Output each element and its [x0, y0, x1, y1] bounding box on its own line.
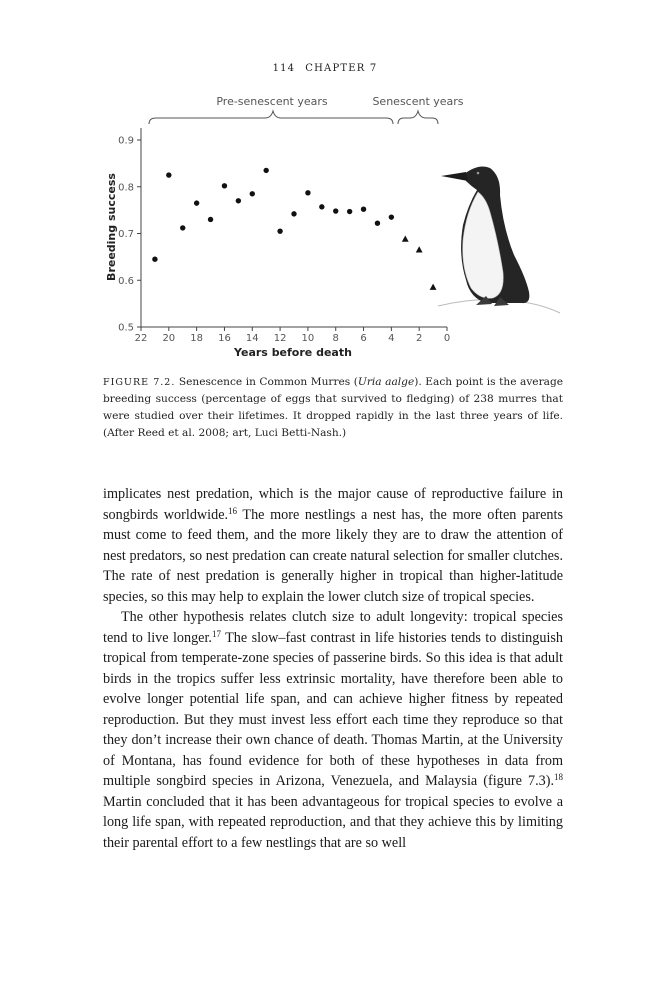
x-tick-label: 16: [218, 333, 231, 344]
data-point-circle: [347, 209, 352, 214]
data-point-circle: [222, 183, 227, 188]
y-axis-ticks: [118, 136, 141, 334]
data-point-circle: [375, 221, 380, 226]
y-axis-label: Breeding success: [105, 173, 118, 281]
pre-senescent-bracket: [149, 111, 393, 124]
data-point-circle: [208, 217, 213, 222]
x-tick-label: 0: [443, 333, 451, 344]
murre-bill: [441, 172, 468, 181]
data-point-circle: [361, 206, 366, 211]
data-points: [152, 168, 436, 290]
senescent-bracket: [398, 111, 438, 124]
x-tick-label: 2: [415, 333, 423, 344]
pre-senescent-label: Pre-senescent years: [216, 95, 328, 108]
footnote-ref-17[interactable]: 17: [211, 628, 221, 639]
paragraph-2: [103, 607, 563, 853]
data-point-triangle: [402, 236, 409, 242]
chapter-label: CHAPTER 7: [305, 63, 378, 74]
x-tick-label: 22: [134, 333, 148, 344]
x-tick-label: 18: [190, 333, 204, 344]
data-point-circle: [180, 225, 185, 230]
x-tick-label: 14: [245, 333, 259, 344]
caption-species-name: Uria aalge: [357, 376, 415, 388]
data-point-circle: [333, 208, 338, 213]
data-point-circle: [263, 168, 268, 173]
page-number: 114: [272, 63, 296, 74]
y-tick-label: 0.9: [118, 135, 134, 147]
data-point-circle: [194, 200, 199, 205]
data-point-circle: [166, 172, 171, 177]
caption-text-2: ). Each point is the average breeding success (percentage of eggs that survived to fledging) of 238 murres that were studied over their lifetimes. It dropped rapidly in the last three years of life. (After Reed et al. 2008; art, Luci Betti-Nash.): [103, 376, 563, 439]
figure-caption: [103, 374, 563, 442]
paragraph-1-text-b: The more nestlings a nest has, the more often parents must come to feed them, and the more likely they are to draw the attention of nest predators, so nest predation can create natural selection for smaller clutches. The rate of nest predation is generally higher in tropical than higher-latitude species, so this may help to explain the lower clutch size of tropical species.: [103, 506, 563, 605]
data-point-circle: [319, 204, 324, 209]
data-point-triangle: [430, 284, 437, 290]
x-tick-label: 8: [332, 333, 339, 344]
murre-illustration: [438, 167, 560, 313]
x-tick-label: 12: [273, 333, 287, 344]
x-tick-label: 20: [162, 333, 176, 344]
paragraph-2-text-c: Martin concluded that it has been advantageous for tropical species to evolve a long life span, with repeated reproduction, and that they achieve this by limiting their parental effort to a few nestlings that are so well: [103, 793, 563, 851]
x-tick-label: 10: [301, 333, 315, 344]
x-axis-label: Years before death: [234, 346, 352, 359]
paragraph-1-text-a: implicates nest predation, which is the major cause of reproductive failure in songbirds worldwide.: [103, 486, 563, 523]
x-axis-ticks: [135, 327, 451, 344]
data-point-circle: [305, 190, 310, 195]
footnote-ref-16[interactable]: 16: [228, 505, 238, 516]
y-tick-label: 0.5: [118, 322, 134, 334]
y-tick-label: 0.7: [118, 229, 134, 240]
caption-text-1: Senescence in Common Murres (: [175, 376, 358, 388]
x-tick-label: 6: [360, 333, 367, 344]
x-tick-label: 4: [388, 333, 395, 344]
footnote-ref-18[interactable]: 18: [554, 772, 563, 782]
senescent-label: Senescent years: [372, 95, 464, 108]
paragraph-2-text-b: The slow–fast contrast in life histories tends to distinguish tropical from temperate-zone species of passerine birds. So this idea is that adult birds in the tropics suffer less extrinsic mortality, have therefore been able to evolve longer potential life span, and can achieve higher fitness by repeated reproduction. But they must invest less effort each time they reproduce so that they don’t increase their own chance of death. Thomas Martin, at the University of Montana, has found evidence for both of these hypotheses in data from multiple songbird species in Arizona, Venezuela, and Malaysia (figure 7.3).: [103, 629, 563, 789]
data-point-circle: [236, 198, 241, 203]
y-tick-label: 0.6: [118, 275, 134, 287]
data-point-circle: [291, 211, 296, 216]
y-tick-label: 0.8: [118, 182, 134, 194]
caption-label: FIGURE 7.2.: [103, 377, 176, 388]
body-text: [103, 484, 563, 853]
data-point-circle: [152, 257, 157, 262]
period-brackets: [149, 111, 438, 124]
figure-7-2: [0, 0, 650, 370]
data-point-triangle: [416, 246, 423, 252]
paragraph-1: [103, 484, 563, 607]
murre-eye: [477, 172, 480, 175]
data-point-circle: [277, 228, 282, 233]
data-point-circle: [250, 191, 255, 196]
data-point-circle: [389, 214, 394, 219]
paragraph-2-text-a: The other hypothesis relates clutch size to adult longevity: tropical species tend to live longer.: [103, 609, 563, 646]
